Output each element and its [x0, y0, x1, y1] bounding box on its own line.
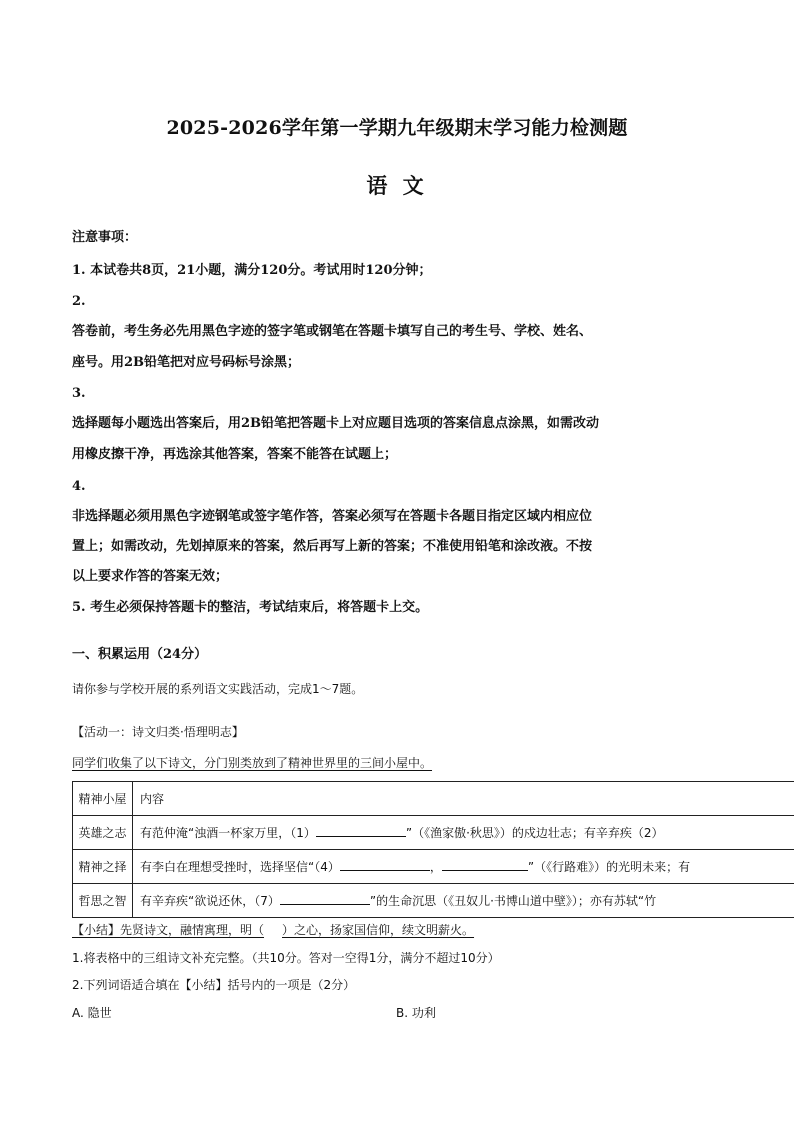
answer-blank[interactable] — [340, 858, 430, 871]
table-cell-content — [133, 884, 794, 918]
exam-title: 2025-2026学年第一学期九年级期末学习能力检测题 — [166, 117, 628, 139]
note-item-4-line-2: 置上；如需改动，先划掉原来的答案，然后再写上新的答案；不准使用铅笔和涂改液。不按 — [72, 539, 593, 554]
subject-title: 语 文 — [366, 173, 428, 198]
note-item-3-line-1: 选择题每小题选出答案后，用2B铅笔把答题卡上对应题目选项的答案信息点涂黑，如需改动 — [72, 416, 600, 431]
question-2: 2.下列词语适合填在【小结】括号内的一项是（2分） — [72, 978, 356, 992]
question-1: 1.将表格中的三组诗文补充完整。（共10分。答对一空得1分，满分不超过10分） — [72, 951, 500, 965]
option-a[interactable]: A. 隐世 — [72, 1006, 112, 1020]
note-item-4-number: 4. — [72, 479, 86, 494]
table-row — [73, 884, 794, 918]
note-item-2-number: 2. — [72, 294, 86, 309]
activity-title: 【活动一：诗文归类·悟理明志】 — [72, 725, 244, 739]
note-item-2-line-1: 答卷前，考生务必先用黑色字迹的签字笔或钢笔在答题卡填写自己的考生号、学校、姓名、 — [72, 324, 593, 339]
table-header-cell: 内容 — [133, 782, 794, 816]
note-item-5: 5. 考生必须保持答题卡的整洁，考试结束后，将答题卡上交。 — [72, 600, 429, 615]
option-b[interactable]: B. 功利 — [396, 1006, 436, 1020]
table-cell-category: 精神之择 — [73, 850, 133, 884]
note-item-2-line-2: 座号。用2B铅笔把对应号码标号涂黑； — [72, 355, 301, 370]
table-header-cell: 精神小屋 — [73, 782, 133, 816]
answer-blank[interactable] — [442, 858, 528, 871]
answer-blank[interactable] — [280, 892, 370, 905]
table-row — [73, 850, 794, 884]
section-intro: 请你参与学校开展的系列语文实践活动，完成1～7题。 — [72, 682, 364, 696]
cell-text: ”（《行路难》）的光明未来；有 — [527, 860, 691, 874]
summary-line — [72, 921, 474, 939]
note-item-4-line-3: 以上要求作答的答案无效； — [72, 569, 229, 584]
notes-heading: 注意事项： — [72, 230, 138, 245]
table-cell-category: 英雄之志 — [73, 816, 133, 850]
cell-text: 有辛弃疾“欲说还休，（7） — [140, 894, 280, 908]
table-row — [73, 816, 794, 850]
note-item-3-number: 3. — [72, 386, 86, 401]
table-cell-category: 哲思之智 — [73, 884, 133, 918]
table-cell-content — [133, 816, 794, 850]
cell-text: 有范仲淹“浊酒一杯家万里，（1） — [140, 826, 316, 840]
section-heading: 一、积累运用（24分） — [72, 647, 208, 662]
activity-description: 同学们收集了以下诗文，分门别类放到了精神世界里的三间小屋中。 — [72, 756, 433, 770]
poetry-table — [72, 781, 794, 921]
table-cell-content — [133, 850, 794, 884]
summary-text: ）之心，扬家国信仰，续文明薪火。 — [282, 923, 475, 937]
cell-text: ， — [429, 860, 442, 874]
note-item-4-line-1: 非选择题必须用黑色字迹钢笔或签字笔作答，答案必须写在答题卡各题目指定区域内相应位 — [72, 509, 593, 524]
cell-text: ”的生命沉思（《丑奴儿·书博山道中壁》）；亦有苏轼“竹 — [369, 894, 657, 908]
note-item-1: 1. 本试卷共8页，21小题，满分120分。考试用时120分钟； — [72, 263, 432, 278]
cell-text: ”（《渔家傲·秋思》）的戍边壮志；有辛弃疾（2） — [405, 826, 664, 840]
note-item-3-line-2: 用橡皮擦干净，再选涂其他答案，答案不能答在试题上； — [72, 447, 398, 462]
table-header-row — [73, 782, 794, 816]
cell-text: 有李白在理想受挫时，选择坚信“（4） — [140, 860, 340, 874]
summary-text: 【小结】先贤诗文，融情寓理，明（ — [72, 923, 265, 937]
answer-blank[interactable] — [316, 824, 406, 837]
